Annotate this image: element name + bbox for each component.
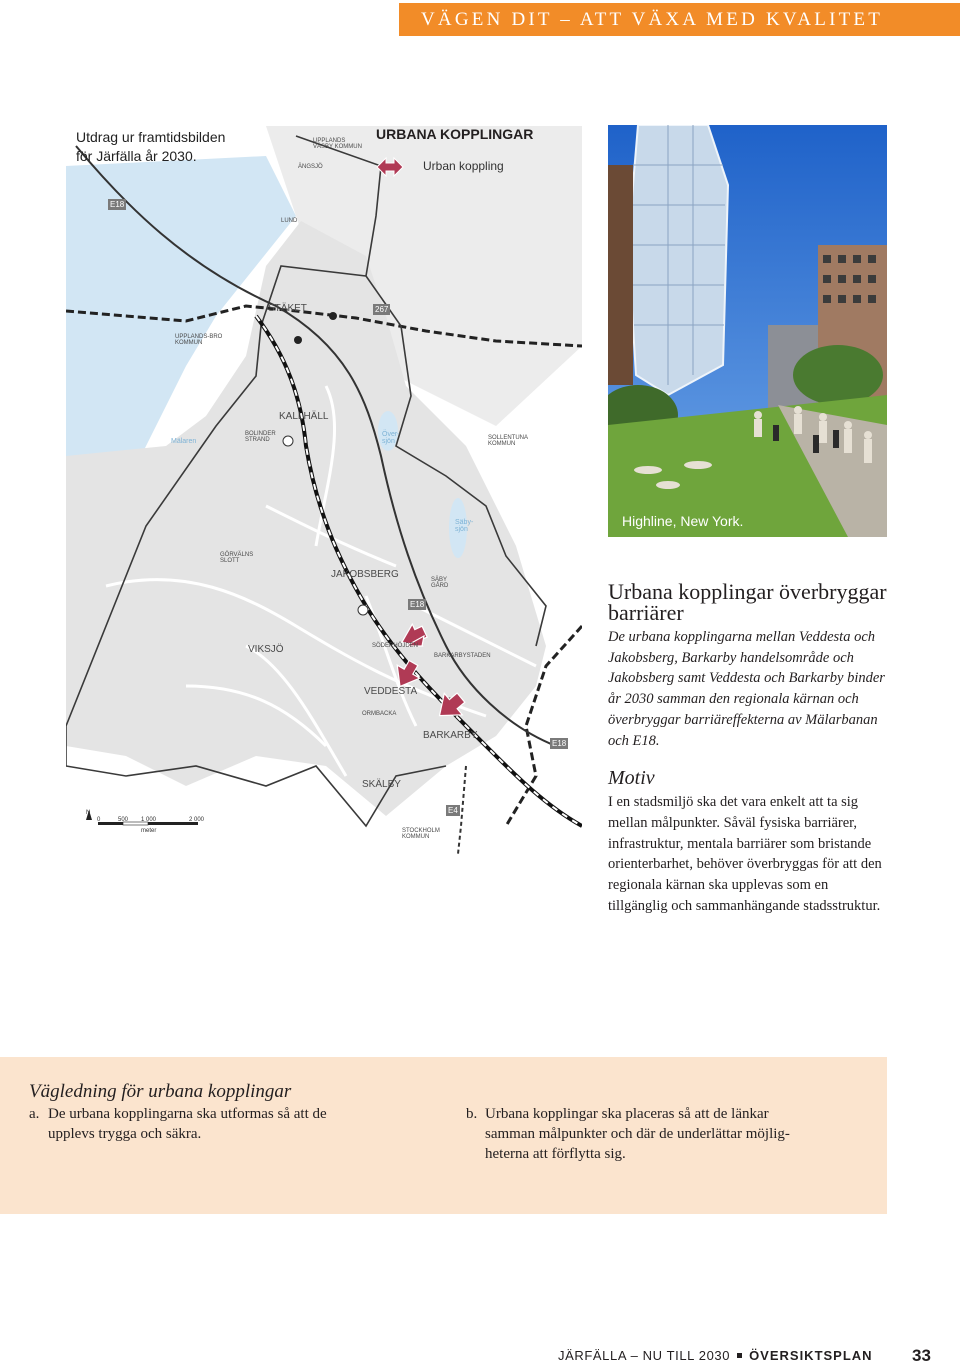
guidance-item-b-line1: Urbana kopplingar ska placeras så att de länkar <box>485 1106 769 1122</box>
map-caption <box>76 128 225 166</box>
place-bolinder-strand: BOLINDER STRAND <box>245 431 276 444</box>
place-sollentuna: SOLLENTUNA KOMMUN <box>488 435 528 448</box>
place-oversjon: Över-sjön <box>382 431 400 446</box>
station-kallhall <box>283 436 293 446</box>
place-skalby: SKÄLBY <box>362 779 401 790</box>
road-shield-e18-right: E18 <box>552 739 567 748</box>
place-ormbacka: ORMBACKA <box>362 711 397 717</box>
place-upplands-vasby: UPPLANDS VÄSBY KOMMUN <box>313 138 362 151</box>
junction-west <box>294 336 302 344</box>
scale-north: N <box>86 810 91 816</box>
place-kallhall: KALLHÄLL <box>279 411 329 422</box>
road-shield-e4: E4 <box>448 806 458 815</box>
place-malaren: Mälaren <box>171 438 197 445</box>
highline-photo <box>608 125 887 537</box>
guidance-item-b <box>466 1104 876 1168</box>
footer-separator-icon <box>737 1353 742 1358</box>
motiv-text: I en stadsmiljö ska det vara enkelt att ta sig mellan målpunkter. Såväl fysiska barriärer, infrastruktur, mentala barriärer som bristande orienterbarhet, behöver överbryggas för att den regionala kärnan ska upplevas som en tillgänglig och sammanhängande stadsstruktur. <box>608 794 882 914</box>
double-arrow-icon <box>376 155 404 179</box>
place-viksjo: VIKSJÖ <box>248 644 284 655</box>
place-lund: LUND <box>281 218 298 224</box>
section-heading: Urbana kopplingar överbryggar barriärer <box>608 579 887 625</box>
guidance-item-a <box>29 1104 409 1148</box>
legend-title: URBANA KOPPLINGAR <box>376 126 534 142</box>
place-barkarbystaden: BARKARBYSTADEN <box>434 653 491 659</box>
scale-1000: 1 000 <box>141 817 157 823</box>
road-shield-e18-mid: E18 <box>410 600 425 609</box>
place-soderhojden: SÖDERHÖJDEN <box>372 643 419 649</box>
place-stockholm: STOCKHOLM KOMMUN <box>402 828 440 841</box>
guidance-item-letter: a. <box>29 1106 40 1122</box>
guidance-title: Vägledning för urbana kopplingar <box>29 1081 292 1102</box>
map-caption-line1: Utdrag ur framtidsbilden <box>76 129 226 145</box>
map-caption-line2: för Järfälla år 2030. <box>76 148 197 164</box>
motiv-heading: Motiv <box>608 767 655 789</box>
place-gorvalns-slott: GÖRVÄLNS SLOTT <box>220 552 254 565</box>
place-barkarby: BARKARBY <box>423 730 478 741</box>
guidance-item-b-line3: heterna att förflytta sig. <box>485 1146 626 1162</box>
road-shield-e18-top: E18 <box>110 200 125 209</box>
photo-caption: Highline, New York. <box>622 513 744 529</box>
scale-unit: meter <box>141 828 157 834</box>
place-saby-gard: SÄBY GÅRD <box>431 577 449 590</box>
guidance-item-a-line2: upplevs trygga och säkra. <box>48 1126 202 1142</box>
scale-2000: 2 000 <box>189 817 205 823</box>
place-veddesta: VEDDESTA <box>364 686 418 697</box>
place-sabysjon: Säby-sjön <box>455 519 474 534</box>
place-upplands-bro: UPPLANDS-BRO KOMMUN <box>175 334 223 347</box>
guidance-item-letter: b. <box>466 1106 478 1122</box>
road-shield-267: 267 <box>375 305 389 314</box>
footer-document: ÖVERSIKTSPLAN <box>749 1348 873 1363</box>
footer-publication: JÄRFÄLLA – NU TILL 2030 <box>558 1348 731 1363</box>
guidance-item-a-line1: De urbana kopplingarna ska utformas så att de <box>48 1106 327 1122</box>
scale-500: 500 <box>118 817 129 823</box>
chapter-banner: VÄGEN DIT – ATT VÄXA MED KVALITET <box>399 3 960 36</box>
junction-staket <box>329 312 337 320</box>
place-staket: STÄKET <box>268 303 307 314</box>
highline-photo-graphic <box>608 125 887 537</box>
scale-0: 0 <box>97 817 101 823</box>
legend-urban-connection: Urban koppling <box>423 159 504 173</box>
station-jakobsberg <box>358 605 368 615</box>
place-angsjo: ÄNGSJÖ <box>298 164 323 170</box>
section-intro: De urbana kopplingarna mellan Veddesta och Jakobsberg, Barkarby handelsområde och Jakobsberg samt Veddesta och Barkarby binder år 2030 samman den regionala kärnan och överbryggar barriäreffekterna av Mälarbanan och E18. <box>608 629 885 749</box>
guidance-item-text <box>48 1104 327 1144</box>
overview-map <box>66 126 582 854</box>
guidance-item-b-line2: samman målpunkter och där de underlättar möjlig- <box>485 1126 790 1142</box>
page-footer <box>558 1348 934 1363</box>
map-graphic <box>66 126 582 854</box>
guidance-item-text <box>485 1104 790 1164</box>
place-jakobsberg: JAKOBSBERG <box>331 569 399 580</box>
page-number: 33 <box>912 1346 931 1365</box>
